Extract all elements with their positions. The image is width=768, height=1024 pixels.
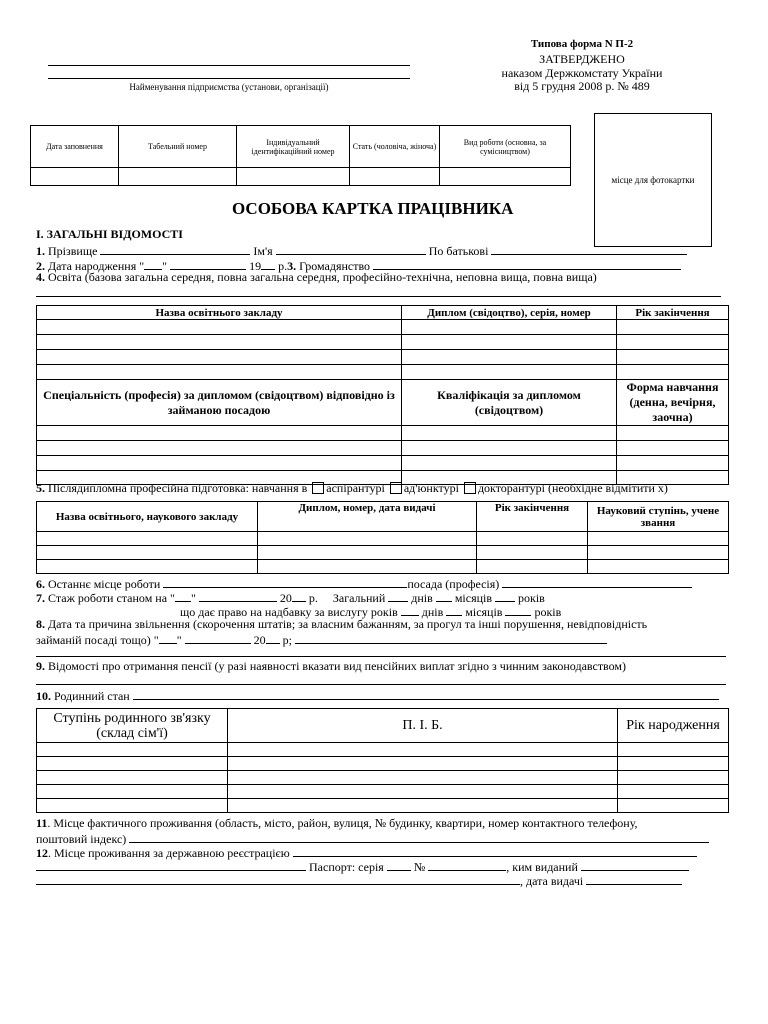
table-cell[interactable] — [37, 426, 402, 441]
total-days-field[interactable] — [388, 590, 408, 602]
approval-order: наказом Держкомстату України — [501, 66, 663, 80]
table-cell[interactable] — [477, 560, 588, 574]
aspirantura-checkbox[interactable] — [312, 482, 324, 494]
year-suffix: р. — [278, 259, 288, 273]
seniority-label: що дає право на надбавку за вислугу років — [180, 605, 398, 619]
seniority-months-label: місяців — [465, 605, 503, 619]
field-10-num: 10. — [36, 689, 51, 703]
postgrad-label: Післядипломна професійна підготовка: навчання в — [48, 481, 308, 495]
cell-personnel-number[interactable] — [119, 168, 237, 186]
header-fill-date: Дата заповнення — [31, 126, 119, 168]
table-cell[interactable] — [228, 771, 618, 785]
family-header-name: П. І. Б. — [228, 709, 618, 743]
field-10-row — [36, 688, 719, 703]
position-label: посада (професія) — [407, 577, 500, 591]
table-cell[interactable] — [37, 799, 228, 813]
field-11-row — [36, 817, 638, 830]
field-6-row — [36, 576, 692, 591]
approval-date: від 5 грудня 2008 р. № 489 — [514, 79, 650, 93]
page-title: ОСОБОВА КАРТКА ПРАЦІВНИКА — [232, 199, 514, 218]
field-7-num: 7. — [36, 591, 45, 605]
passport-date-label: , дата видачі — [520, 874, 584, 888]
last-job-field[interactable] — [163, 576, 407, 588]
patronymic-label: По батькові — [428, 244, 489, 258]
table-cell[interactable] — [588, 532, 729, 546]
table-cell[interactable] — [617, 426, 729, 441]
table-cell[interactable] — [402, 441, 617, 456]
photo-placeholder — [594, 113, 712, 247]
passport-date-field[interactable] — [586, 873, 682, 885]
surname-field[interactable] — [100, 243, 250, 255]
field-12-row — [36, 845, 697, 860]
exp-day-field[interactable] — [175, 590, 191, 602]
table-cell[interactable] — [617, 320, 729, 335]
table-cell[interactable] — [618, 757, 729, 771]
org-name-line-1 — [48, 65, 410, 66]
name-label: Ім'я — [253, 244, 273, 258]
cell-tax-id[interactable] — [237, 168, 350, 186]
dismissal-year-prefix: 20 — [253, 633, 266, 647]
table-cell[interactable] — [258, 532, 477, 546]
postgrad-header-diploma: Диплом, номер, дата видачі — [258, 502, 477, 532]
doktorantura-checkbox[interactable] — [464, 482, 476, 494]
field-8-num: 8. — [36, 617, 45, 631]
surname-label: Прізвище — [48, 244, 98, 258]
marital-field[interactable] — [133, 688, 719, 700]
seniority-months-field[interactable] — [446, 604, 462, 616]
field-1-row — [36, 243, 687, 258]
top-info-table — [30, 125, 571, 186]
patronymic-field[interactable] — [491, 243, 687, 255]
table-cell[interactable] — [37, 365, 402, 380]
field-7-row — [36, 590, 545, 605]
header-tax-id: Індивідуальний ідентифікаційний номер — [237, 126, 350, 168]
table-cell[interactable] — [37, 441, 402, 456]
postgrad-header-institution: Назва освітнього, наукового закладу — [37, 502, 258, 532]
header-gender: Стать (чоловіча, жіноча) — [350, 126, 440, 168]
table-cell[interactable] — [37, 320, 402, 335]
family-table — [36, 708, 729, 813]
table-cell[interactable] — [37, 546, 258, 560]
table-cell[interactable] — [37, 532, 258, 546]
field-1-num: 1. — [36, 244, 45, 258]
field-11-num: 11 — [36, 816, 48, 830]
dismissal-day-field[interactable] — [159, 632, 177, 644]
field-4-num: 4. — [36, 270, 45, 284]
education-table — [36, 305, 729, 485]
edu-header-year: Рік закінчення — [617, 306, 729, 320]
table-cell[interactable] — [402, 456, 617, 471]
table-cell[interactable] — [228, 757, 618, 771]
table-cell[interactable] — [402, 365, 617, 380]
family-header-relation: Ступінь родинного зв'язку (склад сім'ї) — [37, 709, 228, 743]
dismissal-month-field[interactable] — [185, 632, 251, 644]
birth-year-field[interactable] — [261, 258, 275, 270]
dismissal-reason-field[interactable] — [295, 632, 607, 644]
table-cell[interactable] — [402, 335, 617, 350]
table-cell[interactable] — [258, 546, 477, 560]
dismissal-year-field[interactable] — [266, 632, 280, 644]
registration-field[interactable] — [293, 845, 697, 857]
exp-year-suffix: р. — [308, 591, 318, 605]
seniority-years-field[interactable] — [505, 604, 531, 616]
table-cell[interactable] — [477, 532, 588, 546]
header-work-type: Вид роботи (основна, за сумісництвом) — [440, 126, 571, 168]
adjunktura-checkbox[interactable] — [390, 482, 402, 494]
dismissal-year-suffix: р; — [282, 633, 292, 647]
section-general: І. ЗАГАЛЬНІ ВІДОМОСТІ — [36, 227, 183, 241]
table-cell[interactable] — [402, 320, 617, 335]
dismissal-quote: " — [176, 633, 182, 647]
table-cell[interactable] — [37, 350, 402, 365]
passport-issued-label: , ким виданий — [506, 860, 578, 874]
table-cell[interactable] — [618, 743, 729, 757]
table-cell[interactable] — [37, 785, 228, 799]
edu-header-diploma: Диплом (свідоцтво), серія, номер — [402, 306, 617, 320]
table-cell[interactable] — [477, 546, 588, 560]
field-5-row — [36, 482, 668, 495]
seniority-days-field[interactable] — [401, 604, 419, 616]
exp-month-field[interactable] — [199, 590, 277, 602]
pension-label: Відомості про отримання пенсії (у разі наявності вказати вид пенсійних виплат згідно з чинним законодавством) — [48, 659, 627, 673]
table-cell[interactable] — [37, 771, 228, 785]
table-cell[interactable] — [617, 365, 729, 380]
field-11-row-2 — [36, 831, 709, 846]
table-cell[interactable] — [37, 335, 402, 350]
last-job-label: Останнє місце роботи — [48, 577, 161, 591]
cell-gender[interactable] — [350, 168, 440, 186]
total-days-label: днів — [411, 591, 433, 605]
total-months-field[interactable] — [436, 590, 452, 602]
table-cell[interactable] — [588, 560, 729, 574]
table-cell[interactable] — [588, 546, 729, 560]
edu-header-institution: Назва освітнього закладу — [37, 306, 402, 320]
table-cell[interactable] — [618, 785, 729, 799]
education-line[interactable] — [36, 296, 721, 297]
cell-work-type[interactable] — [440, 168, 571, 186]
registration-field-2[interactable] — [36, 859, 306, 871]
seniority-days-label: днів — [421, 605, 444, 619]
table-cell[interactable] — [618, 799, 729, 813]
adjunktura-label: ад'юнктурі — [403, 481, 459, 495]
approved-label: ЗАТВЕРДЖЕНО — [539, 52, 625, 66]
field-8-row — [36, 618, 647, 631]
table-cell[interactable] — [617, 456, 729, 471]
field-8-row-2 — [36, 632, 607, 647]
field-12-row-3 — [36, 873, 682, 888]
field-2-num: 2. — [36, 259, 45, 273]
dismissal-line[interactable] — [36, 656, 726, 657]
edu-header-specialty: Спеціальність (професія) за дипломом (свідоцтвом) відповідно із займаною посадою — [37, 380, 402, 426]
table-cell[interactable] — [37, 456, 402, 471]
postgrad-header-year: Рік закінчення — [477, 502, 588, 532]
field-3-num: 3. — [287, 259, 297, 273]
table-cell[interactable] — [37, 757, 228, 771]
table-cell[interactable] — [617, 350, 729, 365]
table-cell[interactable] — [402, 426, 617, 441]
passport-issuer-field[interactable] — [581, 859, 689, 871]
table-cell[interactable] — [618, 771, 729, 785]
doktorantura-label: докторантурі — [477, 481, 545, 495]
table-cell[interactable] — [617, 441, 729, 456]
passport-series-label: Паспорт: серія — [309, 860, 384, 874]
passport-issuer-field-2[interactable] — [36, 873, 520, 885]
field-5-num: 5. — [36, 481, 45, 495]
total-years-field[interactable] — [495, 590, 515, 602]
exp-year-field[interactable] — [292, 590, 306, 602]
table-cell[interactable] — [37, 560, 258, 574]
table-cell[interactable] — [258, 560, 477, 574]
header-personnel-number: Табельний номер — [119, 126, 237, 168]
name-field[interactable] — [276, 243, 426, 255]
dismissal-label-2: займаній посаді тощо) " — [36, 633, 159, 647]
residence-field[interactable] — [129, 831, 709, 843]
birth-year-prefix: 19 — [249, 259, 262, 273]
table-cell[interactable] — [402, 350, 617, 365]
exp-year-prefix: 20 — [279, 591, 292, 605]
passport-number-field[interactable] — [428, 859, 506, 871]
form-type: Типова форма N П-2 — [530, 38, 634, 50]
citizenship-label: Громадянство — [299, 259, 371, 273]
field-4-row — [36, 271, 597, 284]
postgrad-table — [36, 501, 729, 574]
birth-month-field[interactable] — [170, 258, 246, 270]
table-cell[interactable] — [37, 743, 228, 757]
passport-series-field[interactable] — [387, 859, 411, 871]
table-cell[interactable] — [228, 785, 618, 799]
seniority-years-label: років — [534, 605, 562, 619]
edu-header-qualification: Кваліфікація за дипломом (свідоцтвом) — [402, 380, 617, 426]
pension-line[interactable] — [36, 684, 726, 685]
birth-day-field[interactable] — [144, 258, 162, 270]
citizenship-field[interactable] — [373, 258, 681, 270]
exp-quote: " — [190, 591, 196, 605]
cell-fill-date[interactable] — [31, 168, 119, 186]
total-label: Загальний — [332, 591, 386, 605]
table-cell[interactable] — [228, 799, 618, 813]
registration-label: . Місце проживання за державною реєстрацією — [48, 846, 290, 860]
passport-number-label: № — [413, 860, 426, 874]
field-9-row — [36, 660, 626, 673]
org-name-label: Найменування підприємства (установи, організації) — [129, 82, 329, 92]
field-12-num: 12 — [36, 846, 48, 860]
photo-label: місце для фотокартки — [611, 175, 695, 185]
field-6-num: 6. — [36, 577, 45, 591]
family-header-birthyear: Рік народження — [618, 709, 729, 743]
postgrad-note: (необхідне відмітити х) — [547, 481, 668, 495]
table-cell[interactable] — [617, 335, 729, 350]
postgrad-header-degree: Науковий ступінь, учене звання — [588, 502, 729, 532]
marital-label: Родинний стан — [54, 689, 130, 703]
total-months-label: місяців — [454, 591, 493, 605]
residence-label-2: поштовий індекс) — [36, 832, 127, 846]
experience-label: Стаж роботи станом на " — [48, 591, 175, 605]
education-label: Освіта (базова загальна середня, повна загальна середня, професійно-технічна, неповна вища, повна вища) — [48, 270, 597, 284]
aspirantura-label: аспірантурі — [326, 481, 385, 495]
field-9-num: 9. — [36, 659, 45, 673]
position-field[interactable] — [502, 576, 692, 588]
birthdate-label: Дата народження " — [48, 259, 145, 273]
edu-header-study-form: Форма навчання (денна, вечірня, заочна) — [617, 380, 729, 426]
org-name-line-2 — [48, 78, 410, 79]
field-12-row-2 — [36, 859, 689, 874]
table-cell[interactable] — [228, 743, 618, 757]
residence-label: . Місце фактичного проживання (область, місто, район, вулиця, № будинку, квартири, номер контактного телефону, — [47, 816, 638, 830]
birthdate-quote: " — [162, 259, 168, 273]
dismissal-label: Дата та причина звільнення (скорочення штатів; за власним бажанням, за прогул та інші порушення, невідповідність — [48, 617, 648, 631]
total-years-label: років — [518, 591, 545, 605]
